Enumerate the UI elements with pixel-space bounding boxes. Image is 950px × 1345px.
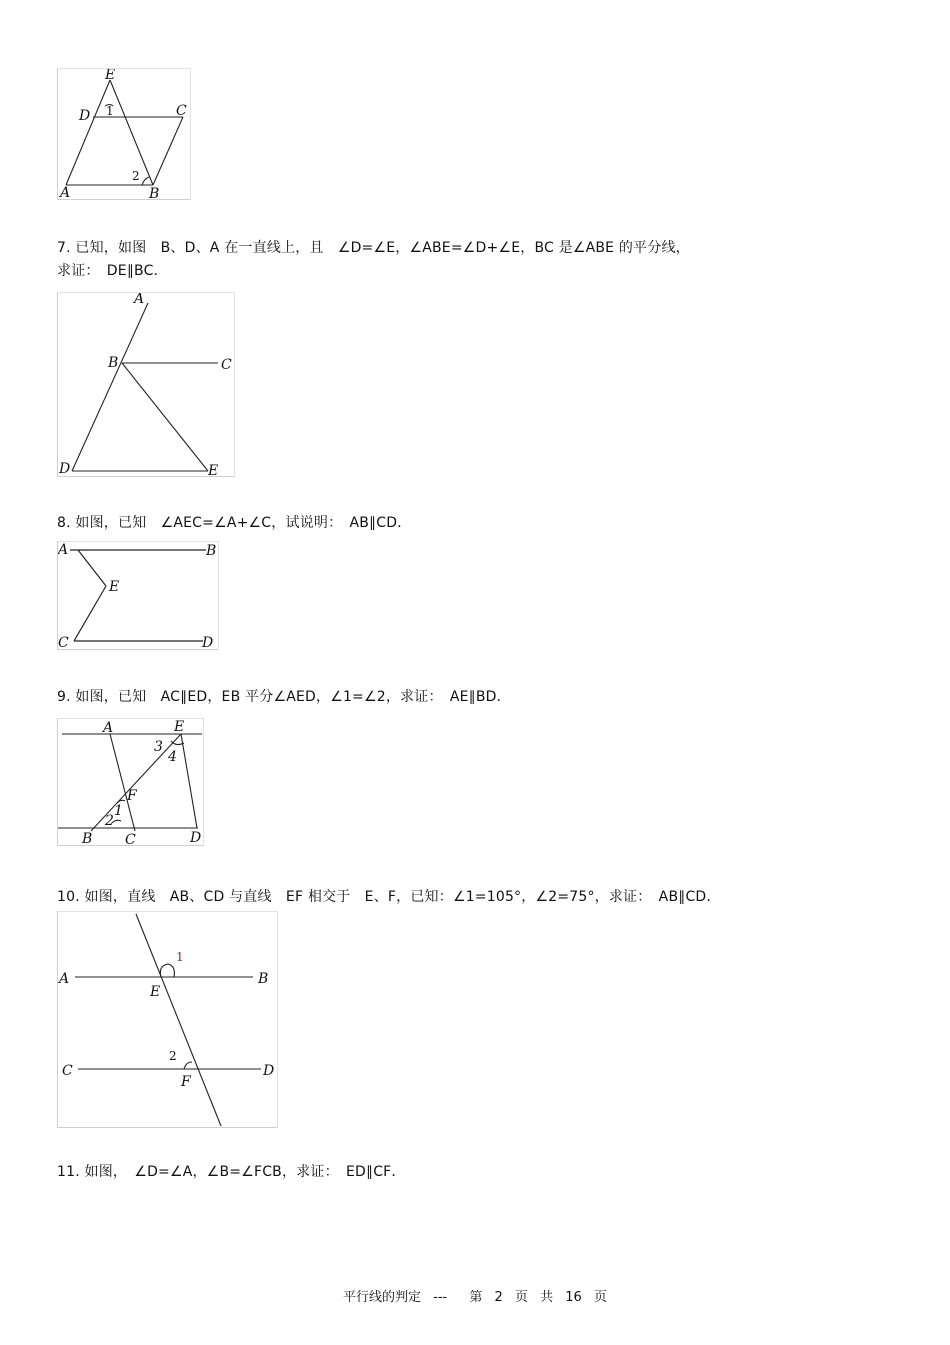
label-F: F (127, 788, 137, 804)
footer-ye: 页 (514, 1290, 528, 1305)
label-D: D (79, 108, 91, 124)
question-11-text: 11. 如图， ∠D=∠A，∠B=∠FCB，求证： ED∥CF． (57, 1164, 406, 1180)
angle-label-3: 3 (154, 739, 163, 755)
footer-page-number: 2 (494, 1290, 503, 1305)
question-7-line-2: 求证： DE∥BC． (57, 263, 168, 279)
label-D: D (202, 635, 214, 649)
label-C: C (176, 103, 187, 119)
figure-q10 (57, 911, 278, 1128)
question-7-line-1: 7. 已知，如图 B、D、A 在一直线上，且 ∠D=∠E，∠ABE=∠D+∠E，BC 是∠ABE 的平分线， (57, 240, 690, 256)
question-10-text: 10. 如图，直线 AB、CD 与直线 EF 相交于 E、F，已知：∠1=105°，∠2=75°，求证： AB∥CD． (57, 889, 721, 905)
label-D: D (263, 1063, 275, 1079)
label-F: F (181, 1074, 191, 1090)
question-9-text: 9. 如图，已知 AC∥ED，EB 平分∠AED，∠1=∠2，求证： AE∥BD． (57, 689, 511, 705)
angle-label-4: 4 (168, 749, 177, 765)
figure-q10-diagram (58, 912, 277, 1127)
label-B: B (258, 971, 269, 987)
label-E: E (174, 719, 185, 735)
label-E: E (105, 69, 116, 83)
page-footer (0, 1286, 950, 1305)
question-8-text: 8. 如图，已知 ∠AEC=∠A+∠C，试说明： AB∥CD． (57, 515, 412, 531)
footer-di: 第 (469, 1290, 483, 1305)
figure-top (57, 68, 191, 200)
label-B: B (82, 831, 93, 845)
label-C: C (58, 635, 69, 649)
label-C: C (221, 357, 232, 373)
footer-ye-2: 页 (593, 1290, 607, 1305)
label-D: D (190, 830, 202, 845)
label-A: A (60, 185, 71, 199)
label-E: E (208, 463, 219, 476)
angle-label-2: 2 (105, 813, 114, 829)
figure-q7-diagram (58, 293, 234, 476)
footer-separator: --- (433, 1290, 448, 1305)
footer-gong: 共 (540, 1290, 554, 1305)
angle-label-2: 2 (169, 1049, 177, 1063)
label-B: B (149, 186, 160, 199)
footer-total-pages: 16 (565, 1290, 582, 1305)
figure-q7 (57, 292, 235, 477)
label-E: E (150, 984, 161, 1000)
angle-label-1: 1 (114, 803, 123, 819)
label-B: B (206, 543, 217, 559)
figure-q8-diagram (58, 542, 218, 649)
label-E: E (109, 579, 120, 595)
label-B: B (108, 355, 119, 371)
angle-label-2: 2 (132, 169, 140, 183)
label-D: D (59, 461, 71, 476)
label-C: C (62, 1063, 73, 1079)
figure-q9 (57, 718, 204, 846)
label-C: C (125, 832, 136, 845)
figure-top-diagram (58, 69, 190, 199)
label-A: A (134, 293, 145, 307)
footer-title: 平行线的判定 (343, 1290, 422, 1305)
label-A: A (58, 542, 69, 558)
label-A: A (59, 971, 70, 987)
figure-q8 (57, 541, 219, 650)
label-A: A (103, 720, 114, 736)
angle-label-1: 1 (176, 950, 184, 964)
angle-label-1: 1 (106, 104, 114, 118)
figure-q9-diagram (58, 719, 203, 845)
